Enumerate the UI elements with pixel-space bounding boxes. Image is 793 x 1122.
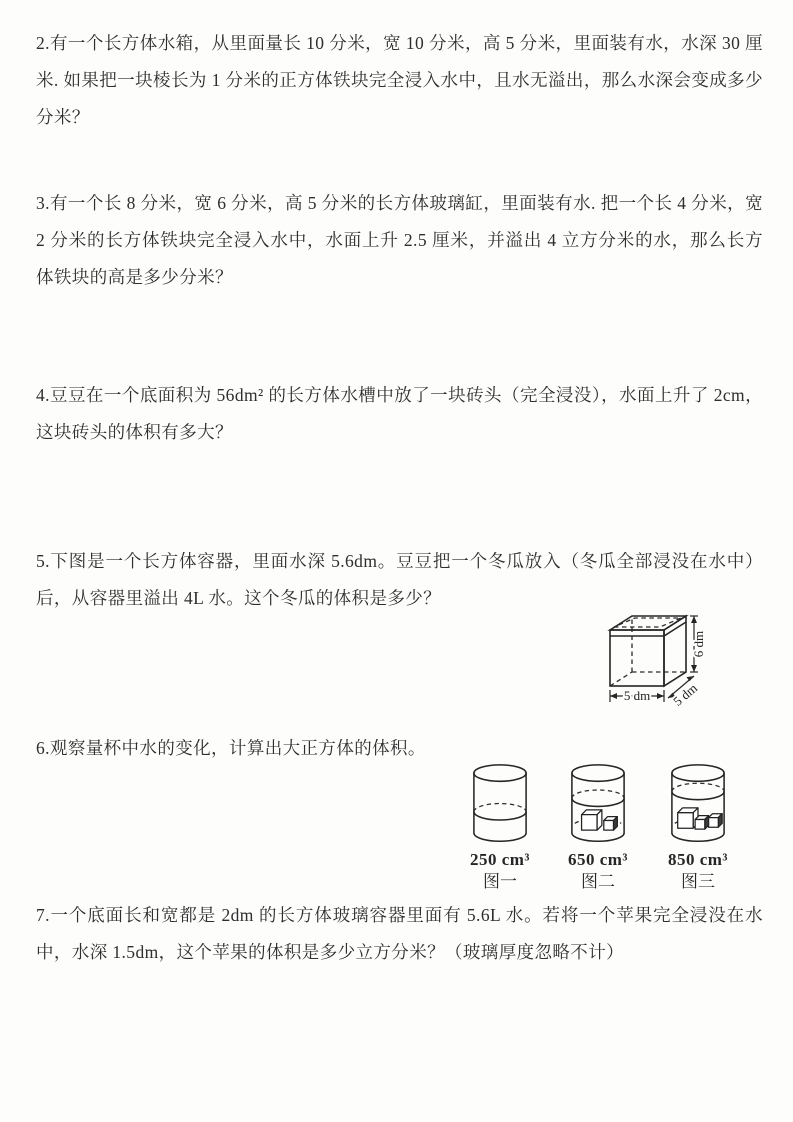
beaker-1-diagram xyxy=(471,763,529,847)
question-2: 2.有一个长方体水箱，从里面量长 10 分米，宽 10 分米，高 5 分米，里面装有水，水深 30 厘米. 如果把一块棱长为 1 分米的正方体铁块完全浸入水中，且水无溢出，那么水深会变成多少分米？ xyxy=(36,33,763,127)
question-3: 3.有一个长 8 分米，宽 6 分米，高 5 分米的长方体玻璃缸，里面装有水. 把一个长 4 分米，宽 2 分米的长方体铁块完全浸入水中，水面上升 2.5 厘米，并溢出 4 立方分米的水，那么长方体铁块的高是多少分米？ xyxy=(36,193,763,287)
box-width-label: 5 dm xyxy=(623,688,651,703)
beaker-1-volume: 250 cm³ xyxy=(469,850,531,869)
beaker-1-caption: 图一 xyxy=(483,872,517,891)
beaker-2-volume: 650 cm³ xyxy=(567,850,629,869)
beaker-3-diagram xyxy=(669,763,727,847)
question-5: 5.下图是一个长方体容器，里面水深 5.6dm。豆豆把一个冬瓜放入（冬瓜全部浸没在水中）后，从容器里溢出 4L 水。这个冬瓜的体积是多少？ xyxy=(36,551,763,608)
beaker-3-caption: 图三 xyxy=(681,872,715,891)
box-height-label: 6 dm xyxy=(691,630,706,658)
beaker-3-volume: 850 cm³ xyxy=(667,850,729,869)
box-depth-label: 5 dm xyxy=(670,680,701,709)
beaker-figures xyxy=(452,763,752,895)
question-4: 4.豆豆在一个底面积为 56dm² 的长方体水槽中放了一块砖头（完全浸没），水面上升了 2cm，这块砖头的体积有多大？ xyxy=(36,385,763,442)
question-7: 7.一个底面长和宽都是 2dm 的长方体玻璃容器里面有 5.6L 水。若将一个苹果完全浸没在水中，水深 1.5dm，这个苹果的体积是多少立方分米？（玻璃厚度忽略不计） xyxy=(36,905,763,962)
beaker-2-caption: 图二 xyxy=(581,872,615,891)
question-6: 6.观察量杯中水的变化，计算出大正方体的体积。 xyxy=(36,738,426,758)
beaker-figure-3 xyxy=(650,763,746,893)
beaker-figure-1 xyxy=(452,763,548,893)
beaker-figure-2 xyxy=(550,763,646,893)
box-diagram-drawing xyxy=(602,610,712,710)
beaker-2-diagram xyxy=(569,763,627,847)
box-volume-diagram xyxy=(602,610,712,710)
